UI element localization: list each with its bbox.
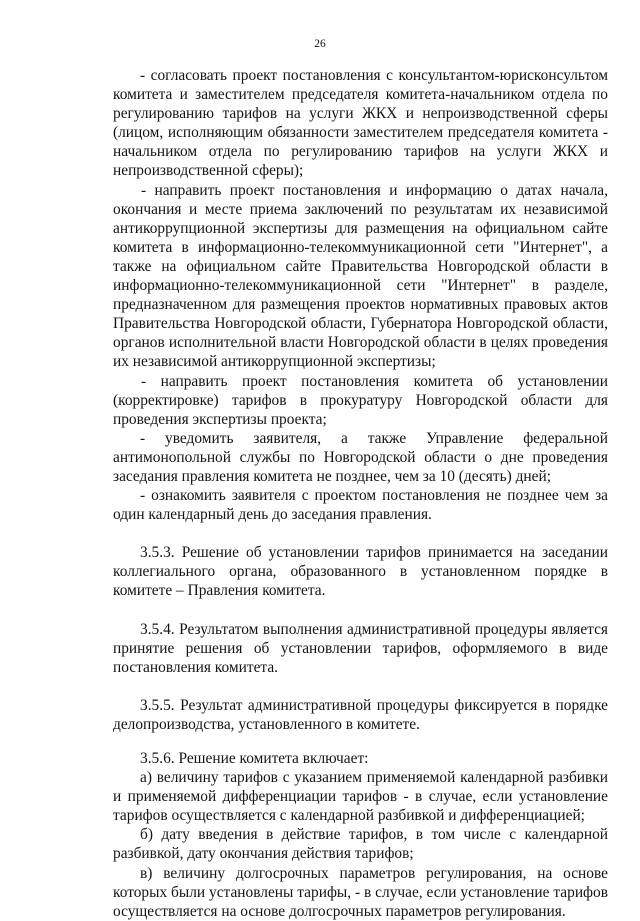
paragraph-notify-applicant: - уведомить заявителя, а также Управление федеральной антимонопольной службы по Новгородской области о дне проведения заседания правления комитета не позднее, чем за 10 (десять) дней; — [113, 429, 608, 485]
paragraph-3-5-5: 3.5.5. Результат административной процедуры фиксируется в порядке делопроизводства, установленного в комитете. — [113, 696, 608, 733]
paragraph-3-5-4: 3.5.4. Результатом выполнения административной процедуры является принятие решения об установлении тарифов, оформляемого в виде постановления комитета. — [113, 620, 608, 676]
paragraph-publish-draft: - направить проект постановления и информацию о датах начала, окончания и месте приема заключений по результатам их независимой антикоррупционной экспертизы для размещения на официальном сайте комитета в информационно-телекоммуникационной сети "Интернет", а также на официальном сайте Правительства Новгородской области в информационно-телекоммуникационной сети "Интернет" в разделе, предназначенном для размещения проектов нормативных правовых актов Правительства Новгородской области, Губернатора Новгородской области, органов исполнительной власти Новгородской области в целях проведения их независимой антикоррупционной экспертизы; — [113, 181, 608, 371]
paragraph-send-to-prosecutor: - направить проект постановления комитета об установлении (корректировке) тарифов в прокуратуру Новгородской области для проведения экспертизы проекта; — [113, 372, 608, 428]
paragraph-3-5-6: 3.5.6. Решение комитета включает: — [140, 750, 369, 767]
list-item-v: в) величину долгосрочных параметров регулирования, на основе которых были установлены тарифы, - в случае, если установление тарифов осуществляется на основе долгосрочных параметров регулирования. — [113, 864, 608, 920]
list-item-a: а) величину тарифов с указанием применяемой календарной разбивки и применяемой дифференциации тарифов - в случае, если установление тарифов осуществляется с календарной разбивкой и дифференциацией; — [113, 769, 608, 825]
page-number: 26 — [314, 38, 326, 50]
paragraph-familiarize-applicant: - ознакомить заявителя с проектом постановления не позднее чем за один календарный день до заседания правления. — [113, 487, 608, 524]
paragraph-coordinate-draft: - согласовать проект постановления с консультантом-юрисконсультом комитета и заместителем председателя комитета-начальником отдела по регулированию тарифов на услуги ЖКХ и непроизводственной сферы (лицом, исполняющим обязанности заместителем председателя комитета - начальником отдела по регулированию тарифов на услуги ЖКХ и непроизводственной сферы); — [113, 67, 608, 180]
document-body — [113, 66, 608, 921]
paragraph-3-5-3: 3.5.3. Решение об установлении тарифов принимается на заседании коллегиального органа, образованного в установленном порядке в комитете – Правления комитета. — [113, 544, 608, 600]
list-item-b: б) дату введения в действие тарифов, в том числе с календарной разбивкой, дату окончания действия тарифов; — [113, 826, 608, 863]
